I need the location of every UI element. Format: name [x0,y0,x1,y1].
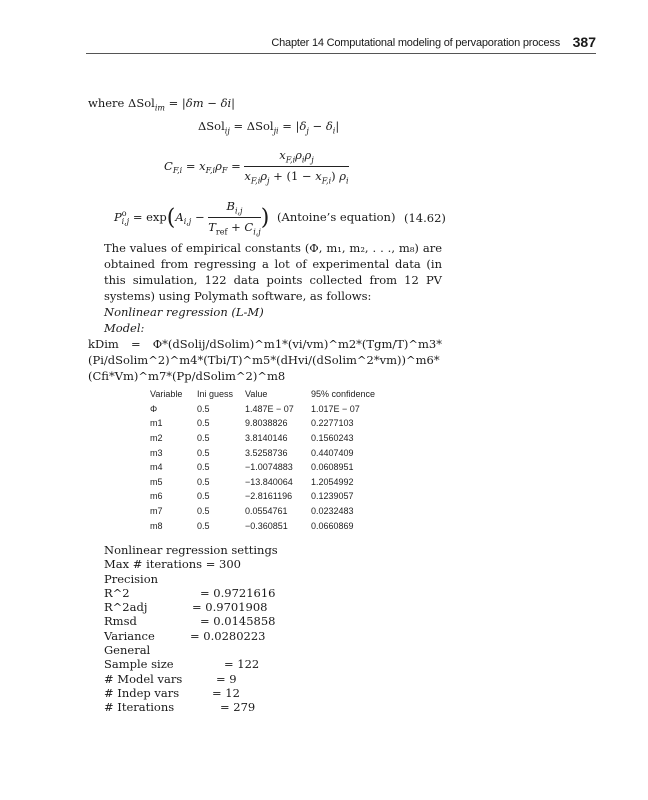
where-text: where ΔSol [88,96,155,110]
antoine-label: (Antoine’s equation) [277,209,396,224]
r2adj-value: = 0.9701908 [192,600,268,615]
table-row [150,416,391,431]
table-row [150,431,391,446]
cell-variable: m7 [150,506,163,517]
cell-value: 0.0554761 [245,506,288,517]
cell-ini-guess: 0.5 [197,462,210,473]
cell-ini-guess: 0.5 [197,476,210,487]
table-header-row [150,387,391,402]
chapter-title: Chapter 14 Computational modeling of pervaporation process [271,37,560,49]
body-paragraph [88,240,442,384]
running-header [86,35,596,54]
cell-ini-guess: 0.5 [197,506,210,517]
col-variable: Variable [150,389,183,400]
cell-value: −0.360851 [245,520,288,531]
model-expression: kDim = Φ*(dSolij/dSolim)^m1*(vi/vm)^m2*(Tgm/T)^m3*(Pi/dSolim^2)^m4*(Tbi/T)^m5*(dHvi/(dSolim^2*vm))^m6*(Cfi*Vm)^m7*(Pp/dSolim^2)^m8 [88,337,442,383]
variance-value: = 0.0280223 [190,628,266,643]
cell-ini-guess: 0.5 [197,447,210,458]
iterations-value: = 279 [220,700,256,715]
cell-confidence: 0.2277103 [311,418,354,429]
model-label: Model: [104,321,145,335]
table-row [150,489,391,504]
table-row [150,504,391,519]
cell-value: −2.8161196 [245,491,293,502]
where-rhs: = |δm − δi| [164,96,236,110]
indep-vars-value: = 12 [212,685,240,700]
cell-value: −1.0074883 [245,462,293,473]
settings-iterations: # Iterations = 279 [104,700,256,715]
cell-variable: m1 [150,418,163,429]
settings-r2: R^2 = 0.9721616 [104,585,276,600]
cell-value: 9.8038826 [245,418,288,429]
settings-sample-size: Sample size = 122 [104,657,260,672]
col-value: Value [245,389,268,400]
table-row [150,460,391,475]
settings-title: Nonlinear regression settings [104,543,278,557]
cell-ini-guess: 0.5 [197,403,210,414]
where-sub: im [154,103,165,113]
settings-model-vars: # Model vars = 9 [104,671,237,686]
cell-variable: Φ [150,403,158,414]
cell-variable: m8 [150,520,163,531]
cell-confidence: 0.0660869 [311,520,354,531]
settings-precision-heading: Precision [104,571,159,586]
equation-concentration: $C_{F,i} = x_{F,i}\rho_F$ = $\frac{x_{F,i}\rho_i\rho_j}{x_{F,i}\rho_j + (1 - x_{F,i}) \rho_i}$ [164,148,349,186]
rmsd-value: = 0.0145858 [200,614,276,629]
cell-confidence: 0.0232483 [311,506,354,517]
cell-confidence: 0.1560243 [311,433,354,444]
table-row [150,518,391,533]
settings-max-iterations: Max # iterations = 300 [104,557,241,572]
cell-ini-guess: 0.5 [197,520,210,531]
col-ini-guess: Ini guess [197,389,234,400]
cell-value: −13.840064 [245,476,293,487]
table-row [150,445,391,460]
cell-ini-guess: 0.5 [197,491,210,502]
cell-value: 3.8140146 [245,433,288,444]
equation-antoine: $P^o_{i,j} = \exp(A_{i,j}$ − $\frac{B_{i,j}}{T_{ref} + C_{i,j}}$ ) (Antoine’s equation) [114,199,396,237]
table-row [150,402,391,417]
cell-variable: m2 [150,433,163,444]
equation-number: (14.62) [404,211,446,225]
intro-text: The values of empirical constants (Φ, m₁, m₂, . . ., m₈) are obtained from regressing a lot of experimental data (in this simulation, 122 data points collected from 12 PV systems) using Polymath software, as follows: [104,241,442,303]
cell-confidence: 1.017E − 07 [311,403,360,414]
cell-confidence: 0.1239057 [311,491,354,502]
model-vars-value: = 9 [216,671,237,686]
cell-confidence: 1.2054992 [311,476,354,487]
regression-title: Nonlinear regression (L-M) [104,305,264,319]
equation-delta-sol: $\Delta Sol_{ij} = \Delta Sol_{ji} = |\delta_j - \delta_i|$ [198,119,340,136]
cell-variable: m3 [150,447,163,458]
settings-indep-vars: # Indep vars = 12 [104,685,240,700]
page-number: 387 [572,34,596,50]
cell-ini-guess: 0.5 [197,433,210,444]
regression-settings [104,543,278,715]
r2-value: = 0.9721616 [200,585,276,600]
antoine-fraction: $\frac{B_{i,j}}{T_{ref} + C_{i,j}}$ [208,199,261,237]
settings-variance: Variance = 0.0280223 [104,628,266,643]
regression-results-table [150,387,391,533]
cell-variable: m5 [150,476,163,487]
cell-variable: m4 [150,462,163,473]
settings-general-heading: General [104,643,151,658]
cell-value: 1.487E − 07 [245,403,294,414]
settings-rmsd: Rmsd = 0.0145858 [104,614,276,629]
sample-size-value: = 122 [224,657,260,672]
cell-ini-guess: 0.5 [197,418,210,429]
table-row [150,475,391,490]
cell-variable: m6 [150,491,163,502]
settings-r2adj: R^2adj = 0.9701908 [104,600,268,615]
cell-confidence: 0.4407409 [311,447,354,458]
cell-value: 3.5258736 [245,447,288,458]
concentration-fraction: $\frac{x_{F,i}\rho_i\rho_j}{x_{F,i}\rho_j + (1 - x_{F,i}) \rho_i}$ [244,148,349,186]
where-line [88,96,235,112]
cell-confidence: 0.0608951 [311,462,354,473]
col-confidence: 95% confidence [311,389,376,400]
